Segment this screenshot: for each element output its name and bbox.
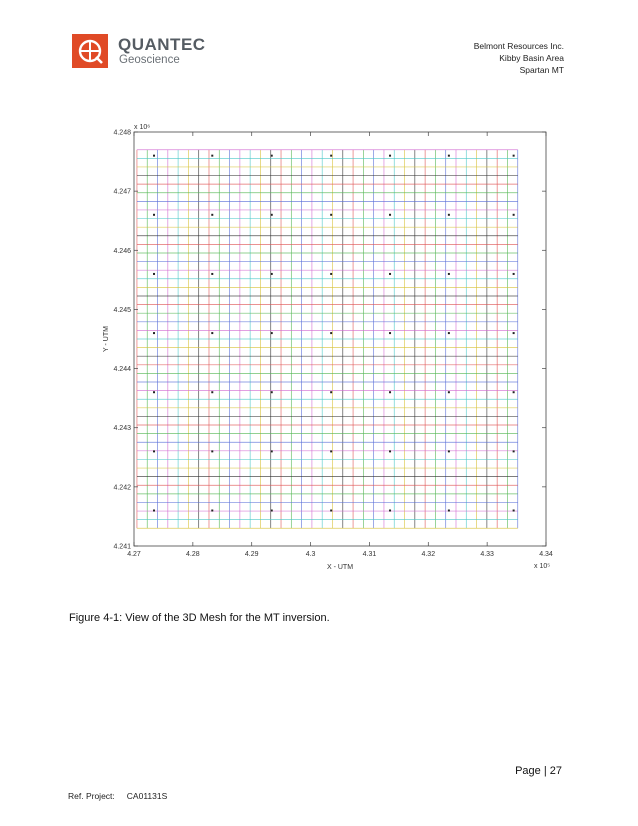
x-tick-label: 4.33 xyxy=(480,551,494,558)
station-point xyxy=(448,155,450,157)
station-point xyxy=(389,510,391,512)
ref-value: CA01131S xyxy=(126,791,168,801)
station-point xyxy=(330,391,332,393)
station-point xyxy=(513,332,515,334)
figure-caption: Figure 4-1: View of the 3D Mesh for the MT inversion. xyxy=(69,612,330,624)
station-point xyxy=(448,332,450,334)
logo-name: QUANTEC xyxy=(118,35,206,54)
station-point xyxy=(513,273,515,275)
station-point xyxy=(211,214,213,216)
x-tick-label: 4.31 xyxy=(362,551,377,558)
mesh-lines xyxy=(137,150,518,529)
x-tick-label: 4.32 xyxy=(421,551,436,558)
y-tick-label: 4.246 xyxy=(113,247,131,255)
station-point xyxy=(153,391,155,393)
quantec-logo xyxy=(72,34,232,70)
area-name: Kibby Basin Area xyxy=(499,53,564,63)
x-tick-label: 4.34 xyxy=(539,551,553,558)
station-point xyxy=(153,450,155,452)
logo-subtitle: Geoscience xyxy=(119,54,180,66)
y-axis-label: Y - UTM xyxy=(103,326,110,352)
station-point xyxy=(513,450,515,452)
station-point xyxy=(389,332,391,334)
station-point xyxy=(448,510,450,512)
station-point xyxy=(271,391,273,393)
station-point xyxy=(448,273,450,275)
station-point xyxy=(330,155,332,157)
station-point xyxy=(389,391,391,393)
station-point xyxy=(330,332,332,334)
y-tick-label: 4.248 xyxy=(113,129,131,137)
survey-name: Spartan MT xyxy=(519,65,564,75)
x-tick-label: 4.3 xyxy=(305,551,316,558)
station-point xyxy=(513,391,515,393)
station-point xyxy=(211,273,213,275)
x-tick-label: 4.29 xyxy=(244,551,259,558)
station-point xyxy=(271,332,273,334)
station-point xyxy=(211,391,213,393)
station-point xyxy=(271,155,273,157)
station-point xyxy=(513,214,515,216)
station-point xyxy=(271,450,273,452)
station-point xyxy=(513,510,515,512)
station-point xyxy=(513,155,515,157)
station-point xyxy=(389,273,391,275)
station-point xyxy=(330,273,332,275)
x-tick-label: 4.28 xyxy=(186,551,200,558)
ref-label: Ref. Project: xyxy=(68,791,115,801)
station-point xyxy=(330,510,332,512)
y-tick-label: 4.241 xyxy=(113,543,131,551)
y-exponent-label: x 10⁶ xyxy=(134,124,151,131)
header-info xyxy=(474,40,564,76)
station-point xyxy=(389,450,391,452)
station-point xyxy=(271,273,273,275)
station-point xyxy=(153,510,155,512)
y-tick-label: 4.243 xyxy=(113,425,131,433)
station-point xyxy=(330,214,332,216)
station-point xyxy=(271,214,273,216)
station-point xyxy=(211,332,213,334)
y-tick-label: 4.244 xyxy=(113,366,131,374)
station-point xyxy=(448,391,450,393)
station-point xyxy=(153,332,155,334)
station-markers xyxy=(153,155,515,512)
station-point xyxy=(211,510,213,512)
y-tick-label: 4.245 xyxy=(113,306,131,314)
station-point xyxy=(153,214,155,216)
company-name: Belmont Resources Inc. xyxy=(473,41,564,51)
quantec-logo-icon xyxy=(72,34,108,68)
page-number: Page | 27 xyxy=(515,765,562,777)
reference-project xyxy=(68,791,167,801)
mesh-chart xyxy=(96,118,566,580)
y-tick-label: 4.247 xyxy=(113,188,131,196)
y-tick-label: 4.242 xyxy=(113,484,131,492)
station-point xyxy=(271,510,273,512)
station-point xyxy=(211,155,213,157)
x-tick-label: 4.27 xyxy=(127,551,141,558)
station-point xyxy=(389,214,391,216)
station-point xyxy=(211,450,213,452)
x-exponent-label: x 10⁵ xyxy=(534,563,551,570)
x-axis-label: X - UTM xyxy=(326,564,354,571)
station-point xyxy=(448,450,450,452)
station-point xyxy=(153,273,155,275)
station-point xyxy=(389,155,391,157)
station-point xyxy=(153,155,155,157)
station-point xyxy=(330,450,332,452)
station-point xyxy=(448,214,450,216)
